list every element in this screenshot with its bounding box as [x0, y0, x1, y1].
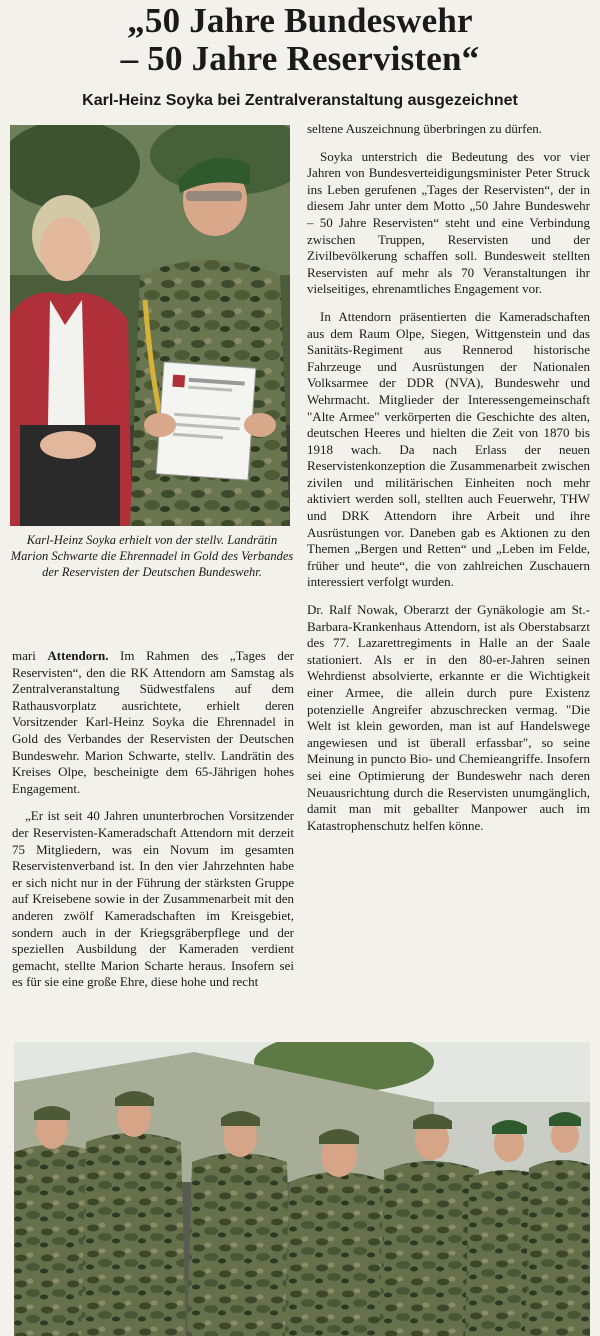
subheadline: Karl-Heinz Soyka bei Zentralveranstaltung ausgezeichnet	[82, 92, 518, 109]
dateline: Attendorn.	[47, 648, 109, 663]
article-paragraph-1	[12, 648, 294, 797]
photo-award-ceremony	[10, 125, 290, 526]
article-paragraph-2: „Er ist seit 40 Jahren ununterbrochen Vorsitzender der Reservisten-Kameradschaft Attendorn mit derzeit 75 Mitgliedern, was ein Novum im gesamten Reservistenverband ist. In den vier Jahrzehnten habe er sich nicht nur in der Führung der stärksten Gruppe auf Kreisebene sowie in der Zusammenarbeit mit den anderen zwölf Kameradschaften im Kreisgebiet, sondern auch in der Kriegsgräberpflege und der speziellen Ausbildung der Kameraden verdient gemacht, stellte Marion Scharte heraus. Insofern sei es für sie eine große Ehre, diese hohe und recht	[12, 808, 294, 990]
author-tag: mari	[12, 648, 36, 663]
photo-award-ceremony-illustration	[10, 125, 290, 526]
headline-line-2: – 50 Jahre Reservisten“	[120, 39, 480, 78]
article-paragraph-4: In Attendorn präsentierten die Kameradschaften aus dem Raum Olpe, Siegen, Wittgenstein und das Sanitäts-Regiment aus Rennerod historische Fahrzeuge und Ausrüstungen der Nationalen Volksarmee der DDR (NVA), Bundeswehr und Wehrmacht. Mitglieder der Interessengemeinschaft "Alte Armee" verkörperten die Geschichte des alten, deutschen Heeres und hielten die Zeit von 1870 bis 1918 wach. Da nach Erlass der neuen Reservistenkonzeption die Zusammenarbeit zwischen zivilen und militärischen Einheiten noch mehr aktiviert werden soll, stellten auch Feuerwehr, THW und DRK Attendorn ihre Arbeit und ihre Ausrüstungen vor. Daneben gab es Aktionen zu den Themen „Bergen und Retten“ und „Leben im Felde, früher und heute“, die von zahlreichen Zuschauern interessiert verfolgt wurden.	[307, 308, 590, 590]
photo-reservist-group	[14, 1042, 590, 1336]
headline	[0, 2, 600, 78]
photo-caption: Karl-Heinz Soyka erhielt von der stellv. Landrätin Marion Schwarte die Ehrennadel in Gold des Verbandes der Reservisten der Deutschen Bundeswehr.	[10, 533, 294, 579]
article-column-left	[12, 648, 294, 1002]
photo-reservist-group-illustration	[14, 1042, 590, 1336]
article-column-right	[307, 121, 590, 845]
article-paragraph-5: Dr. Ralf Nowak, Oberarzt der Gynäkologie am St.-Barbara-Krankenhaus Attendorn, ist als Oberstabsarzt des 77. Lazarettregiments in Halle an der Saale stationiert. Als er in den 80-er-Jahren seinen Wehrdienst absolvierte, erkannte er die Wichtigkeit einer Armee, die allein durch pure Existenz potenzielle Angreifer abzuschrecken vermag. "Die Welt ist klein geworden, man ist auf Handelswege angewiesen und ist überall erfassbar", so seine Meinung in puncto Bio- und Chemieangriffe. Insofern sei eine Optimierung der Bundeswehr nach deren Neuausrichtung durch die Reservisten unumgänglich, damit man mit geballter Manpower auch im Katastrophenschutz helfen könne.	[307, 602, 590, 833]
article-paragraph-3: Soyka unterstrich die Bedeutung des vor vier Jahren von Bundesverteidigungsminister Peter Struck ins Leben gerufenen „Tages der Reservisten“, der in diesem Jahr unter dem Motto „50 Jahre Bundeswehr – 50 Jahre Reservisten“ steht und eine Verbindung zwischen Truppen, Reservisten und der Zivilbevölkerung schaffen soll. Bundesweit stellten Reservisten auf mehr als 70 Veranstaltungen ihr vielseitiges, ehrenamtliches Engagement vor.	[307, 148, 590, 297]
article-paragraph-2-continued: seltene Auszeichnung überbringen zu dürfen.	[307, 121, 543, 136]
headline-line-1: „50 Jahre Bundeswehr	[127, 1, 473, 40]
article-paragraph-1-text: Im Rahmen des „Tages der Reservisten“, den die RK Attendorn am Samstag als Zentralveranstaltung Südwestfalens auf dem Rathausvorplatz ausrichtete, erhielt deren Vorsitzender Karl-Heinz Soyka die Ehrennadel in Gold des Verbandes der Reservisten der Deutschen Bundeswehr. Marion Schwarte, stellv. Landrätin des Kreises Olpe, bescheinigte dem 65-Jährigen hohes Engagement.	[12, 648, 294, 796]
